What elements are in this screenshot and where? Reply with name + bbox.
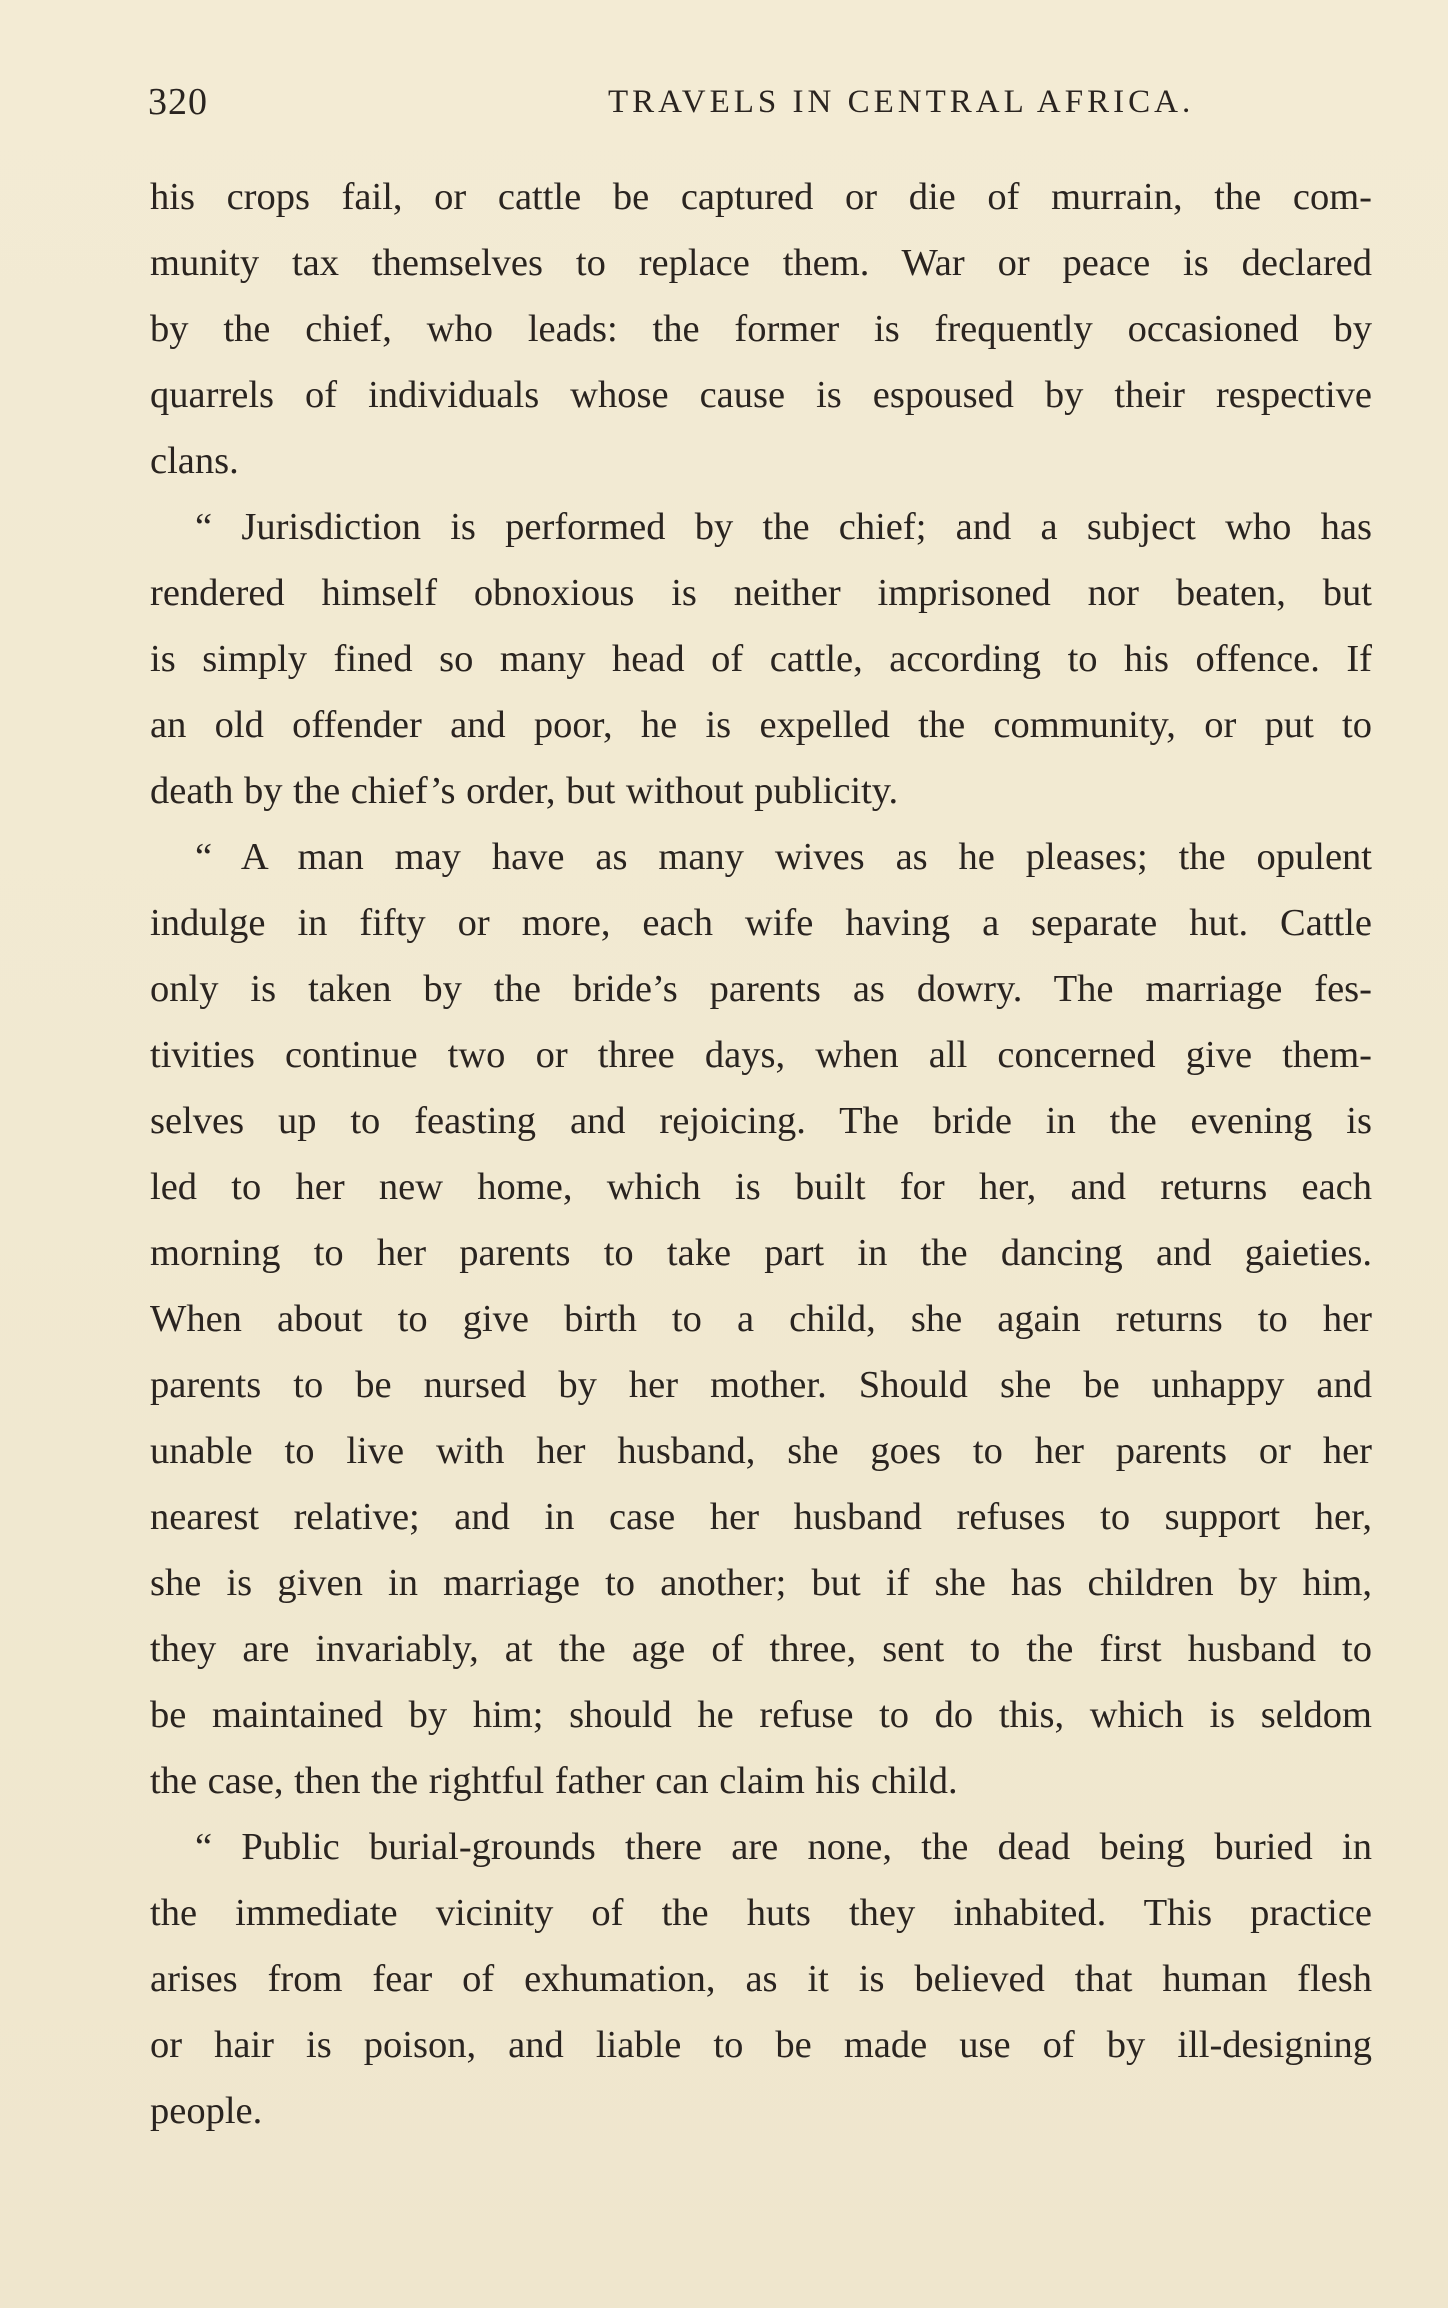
text-line: they are invariably, at the age of three, sent to the first husband to [150, 1628, 1372, 1670]
text-line: by the chief, who leads: the former is frequently occasioned by [150, 308, 1372, 350]
text-line: the case, then the rightful father can claim his child. [150, 1760, 958, 1802]
body-text [150, 164, 1372, 2144]
text-line: When about to give birth to a child, she again returns to her [150, 1298, 1372, 1340]
text-line: only is taken by the bride’s parents as dowry. The marriage fes- [150, 968, 1372, 1010]
text-line: is simply fined so many head of cattle, according to his offence. If [150, 638, 1372, 680]
text-line: she is given in marriage to another; but if she has children by him, [150, 1562, 1372, 1604]
text-line: selves up to feasting and rejoicing. The bride in the evening is [150, 1100, 1372, 1142]
text-line: the immediate vicinity of the huts they inhabited. This practice [150, 1892, 1372, 1934]
text-line: indulge in fifty or more, each wife having a separate hut. Cattle [150, 902, 1372, 944]
text-line: his crops fail, or cattle be captured or die of murrain, the com- [150, 176, 1372, 218]
running-head: TRAVELS IN CENTRAL AFRICA. [608, 84, 1195, 120]
text-line: tivities continue two or three days, when all concerned give them- [150, 1034, 1372, 1076]
text-line: unable to live with her husband, she goes to her parents or her [150, 1430, 1372, 1472]
text-line: clans. [150, 440, 239, 482]
text-line: arises from fear of exhumation, as it is believed that human flesh [150, 1958, 1372, 2000]
text-line: led to her new home, which is built for her, and returns each [150, 1166, 1372, 1208]
text-line: “ Public burial-grounds there are none, the dead being buried in [195, 1826, 1372, 1868]
text-line: people. [150, 2090, 263, 2132]
text-line: quarrels of individuals whose cause is espoused by their respective [150, 374, 1372, 416]
text-line: be maintained by him; should he refuse to do this, which is seldom [150, 1694, 1372, 1736]
text-line: an old offender and poor, he is expelled the community, or put to [150, 704, 1372, 746]
text-line: “ A man may have as many wives as he pleases; the opulent [195, 836, 1372, 878]
text-line: munity tax themselves to replace them. War or peace is declared [150, 242, 1372, 284]
page-header [148, 72, 1368, 132]
text-line: parents to be nursed by her mother. Should she be unhappy and [150, 1364, 1372, 1406]
text-line: or hair is poison, and liable to be made use of by ill-designing [150, 2024, 1372, 2066]
page-number: 320 [148, 81, 208, 123]
text-line: morning to her parents to take part in the dancing and gaieties. [150, 1232, 1372, 1274]
text-line: “ Jurisdiction is performed by the chief; and a subject who has [195, 506, 1372, 548]
text-line: rendered himself obnoxious is neither imprisoned nor beaten, but [150, 572, 1372, 614]
text-line: nearest relative; and in case her husband refuses to support her, [150, 1496, 1372, 1538]
text-line: death by the chief’s order, but without publicity. [150, 770, 899, 812]
